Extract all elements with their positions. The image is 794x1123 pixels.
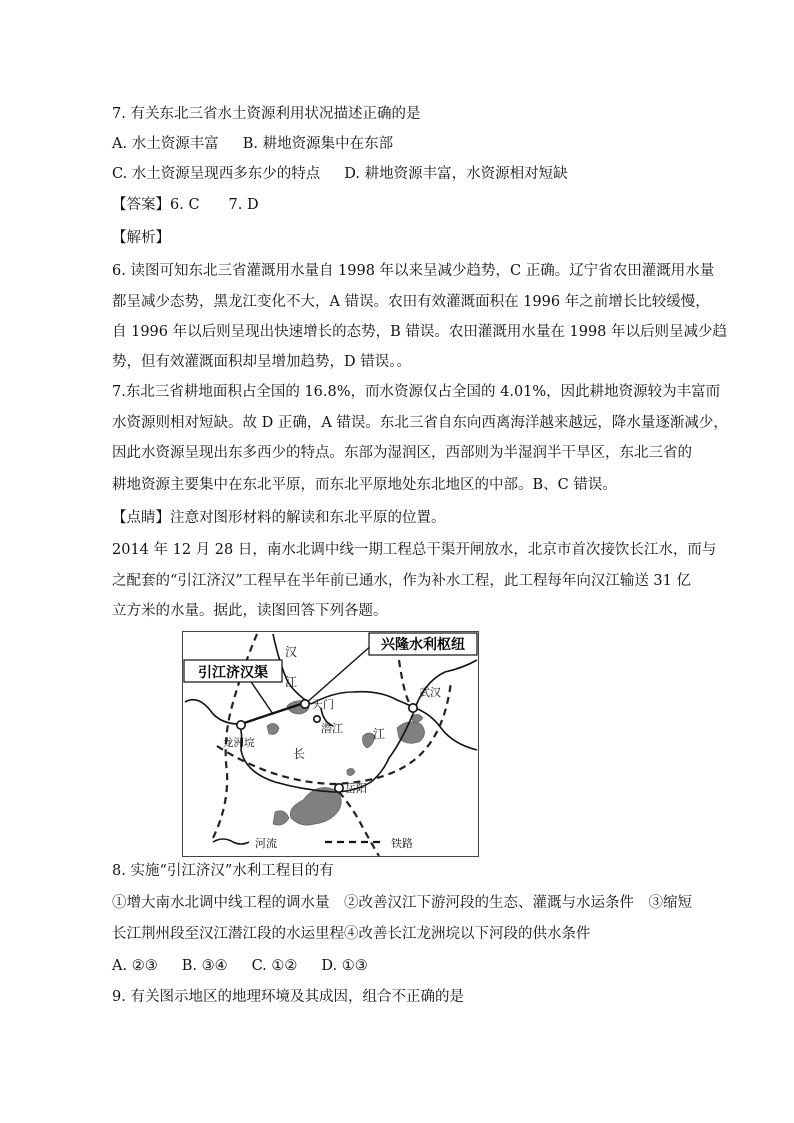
option-a: A. 水土资源丰富 xyxy=(112,136,219,152)
rivers xyxy=(185,634,477,792)
label-yueyang: 岳阳 xyxy=(345,782,367,795)
city-markers xyxy=(237,700,417,792)
railway-south xyxy=(339,792,379,856)
analysis-7-line-2: 水资源则相对短缺。故 D 正确，A 错误。东北三省自东向西离海洋越来越远，降水量逐渐减少， xyxy=(112,415,728,431)
map-figure xyxy=(182,631,479,857)
analysis-7-line-4: 耕地资源主要集中在东北平原，而东北平原地处东北地区的中部。B、C 错误。 xyxy=(112,477,617,493)
question-8: 8. 实施“引江济汉”水利工程目的有 xyxy=(112,863,334,879)
label-wuhan: 武汉 xyxy=(419,686,441,699)
question-7-options-row-1 xyxy=(112,134,393,154)
question-9: 9. 有关图示地区的地理环境及其成因，组合不正确的是 xyxy=(112,989,464,1005)
railway-north xyxy=(399,660,413,708)
option-c: C. ①② xyxy=(251,958,298,974)
analysis-7-line-1: 7.东北三省耕地面积占全国的 16.8%，而水资源仅占全国的 4.01%，因此耕地资源较为丰富而 xyxy=(112,384,721,400)
legend-railway-label: 铁路 xyxy=(391,837,413,850)
lake-7 xyxy=(347,768,355,775)
longzhouyuan-marker xyxy=(237,721,245,729)
map-legend xyxy=(213,836,413,850)
map-svg xyxy=(183,632,478,856)
question-7-options-row-2 xyxy=(112,164,568,184)
analysis-heading: 【解析】 xyxy=(112,230,170,246)
qianjiang-marker xyxy=(314,716,320,722)
yangtze-river-west xyxy=(185,700,213,714)
answer-line: 【答案】6. C 7. D xyxy=(112,197,259,213)
wuhan-marker xyxy=(409,704,417,712)
passage-line-2: 之配套的“引江济汉”工程早在半年前已通水，作为补水工程，此工程每年向汉江输送 31 亿 xyxy=(112,573,691,589)
question-7: 7. 有关东北三省水土资源利用状况描述正确的是 xyxy=(112,106,421,122)
option-c: C. 水土资源呈现西多东少的特点 xyxy=(112,166,321,182)
label-jiang: 江 xyxy=(373,727,386,741)
hub-callout-text: 兴隆水利枢纽 xyxy=(381,637,465,653)
legend-river-symbol xyxy=(213,839,249,844)
label-qianjiang: 潜江 xyxy=(321,722,343,735)
question-8-statements-1: ①增大南水北调中线工程的调水量 ②改善汉江下游河段的生态、灌溉与水运条件 ③缩短 xyxy=(112,895,692,911)
label-longzhouyuan: 龙洲垸 xyxy=(223,737,255,749)
analysis-6-line-1: 6. 读图可知东北三省灌溉用水量自 1998 年以来呈减少趋势，C 正确。辽宁省农田灌溉用水量 xyxy=(112,263,715,279)
label-tianmen: 天门 xyxy=(312,698,334,711)
canal-callout-text: 引江济汉渠 xyxy=(198,665,268,681)
lakes xyxy=(267,701,425,825)
question-8-statements-2: 长江荆州段至汉江潜江段的水运里程④改善长江龙洲垸以下河段的供水条件 xyxy=(112,926,591,942)
yueyang-marker xyxy=(335,784,343,792)
option-b: B. ③④ xyxy=(181,958,228,974)
hub-callout-line xyxy=(305,644,373,704)
label-chang: 长 xyxy=(293,747,306,761)
lake-6 xyxy=(273,811,289,825)
option-a: A. ②③ xyxy=(112,958,158,974)
tip-line: 【点睛】注意对图形材料的解读和东北平原的位置。 xyxy=(112,510,446,526)
analysis-7-line-3: 因此水资源呈现出东多西少的特点。东部为湿润区，西部则为半湿润半干旱区，东北三省的 xyxy=(112,445,692,461)
canal-line xyxy=(241,704,301,724)
lake-2 xyxy=(267,723,279,734)
analysis-6-line-2: 都呈减少态势，黑龙江变化不大，A 错误。农田有效灌溉面积在 1996 年之前增长比较缓慢， xyxy=(112,294,710,310)
option-d: D. ①③ xyxy=(321,958,368,974)
passage-line-3: 立方米的水量。据此，读图回答下列各题。 xyxy=(112,603,388,619)
passage-line-1: 2014 年 12 月 28 日，南水北调中线一期工程总干渠开闸放水，北京市首次接饮长江水，而与 xyxy=(112,542,717,558)
dongting-lake xyxy=(290,788,341,826)
analysis-6-line-4: 势，但有效灌溉面积却呈增加趋势，D 错误。。 xyxy=(112,354,411,370)
label-han-1: 汉 xyxy=(285,645,298,659)
legend-river-label: 河流 xyxy=(255,837,277,850)
label-han-2: 江 xyxy=(285,675,298,689)
analysis-6-line-3: 自 1996 年以后则呈现出快速增长的态势，B 错误。农田灌溉用水量在 1998 年以后则呈减少趋 xyxy=(112,324,728,340)
option-d: D. 耕地资源丰富，水资源相对短缺 xyxy=(344,166,568,182)
han-river-lower xyxy=(311,692,477,750)
question-8-options xyxy=(112,956,368,976)
tianmen-marker xyxy=(301,700,309,708)
option-b: B. 耕地资源集中在东部 xyxy=(242,136,394,152)
